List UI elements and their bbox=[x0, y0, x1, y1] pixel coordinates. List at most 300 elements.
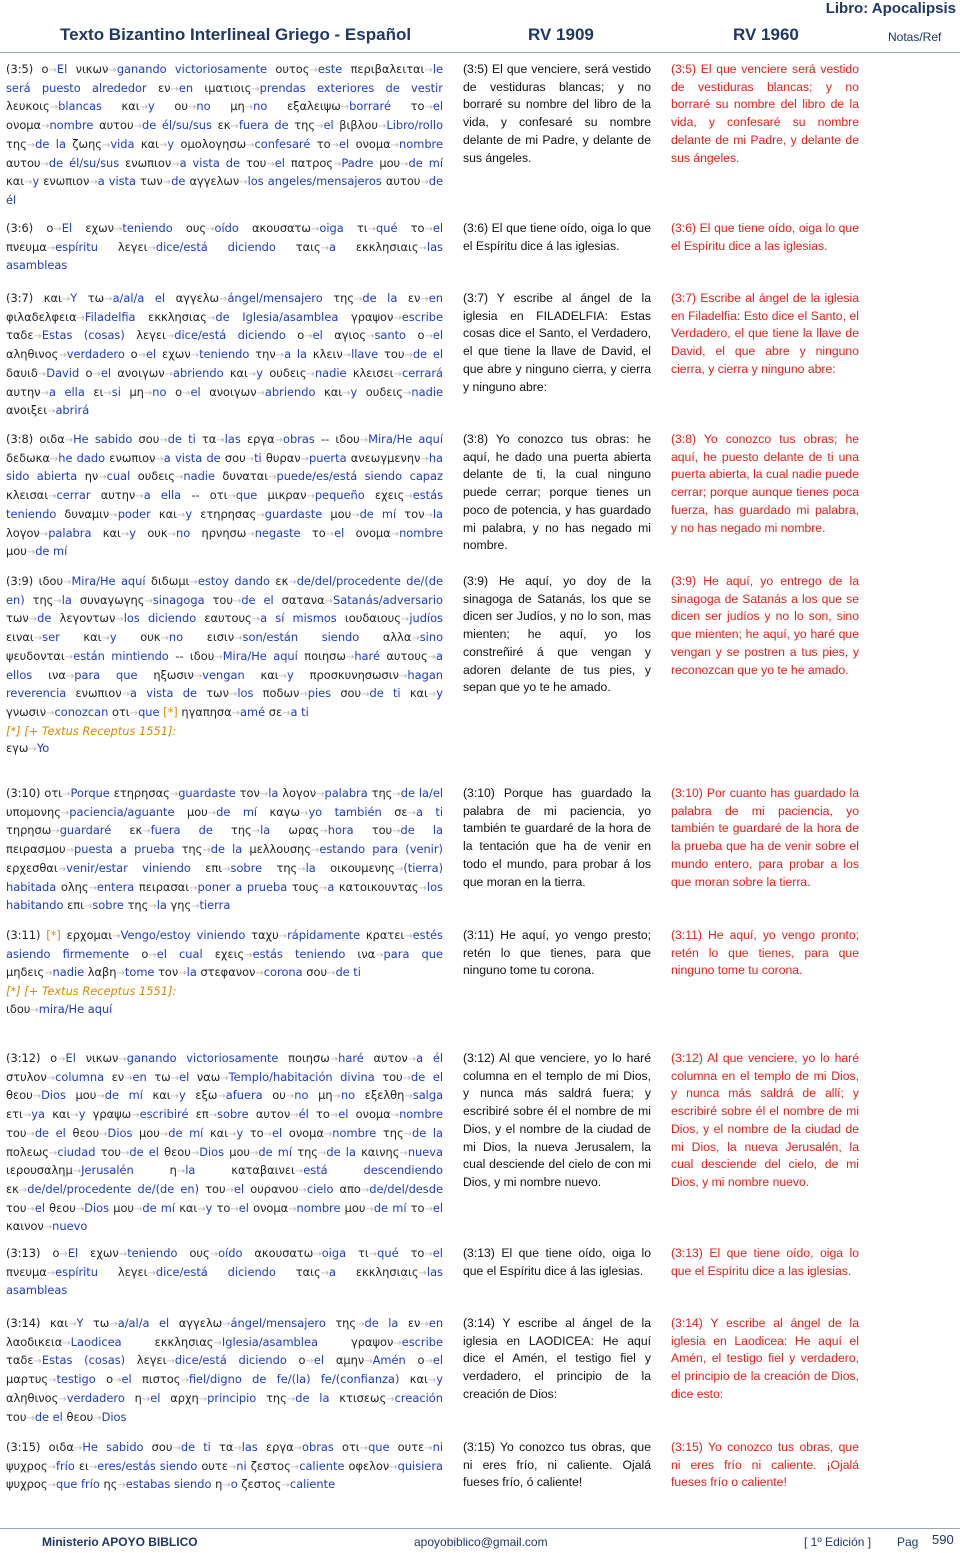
spanish-gloss: de mí bbox=[168, 1125, 204, 1140]
greek-word: αγγελων bbox=[189, 174, 240, 189]
arrow-icon: → bbox=[64, 435, 74, 446]
footer-page-label: Pag bbox=[897, 1535, 919, 1549]
word-pair bbox=[197, 1070, 375, 1084]
word-pair bbox=[6, 1088, 66, 1102]
spanish-gloss: de mí bbox=[258, 1144, 293, 1159]
word-pair bbox=[181, 137, 311, 151]
greek-word: ποιησω bbox=[304, 648, 346, 663]
spanish-gloss: las bbox=[224, 432, 241, 446]
greek-word: μου bbox=[379, 155, 401, 170]
word-pair bbox=[261, 668, 294, 682]
greek-word: εργα bbox=[246, 432, 275, 446]
greek-word: σου bbox=[340, 686, 362, 701]
arrow-icon: → bbox=[299, 689, 308, 701]
word-pair bbox=[6, 310, 136, 324]
word-pair bbox=[76, 1088, 143, 1102]
arrow-icon: → bbox=[351, 509, 360, 521]
word-pair bbox=[139, 880, 287, 894]
greek-word: ενωπιον bbox=[109, 450, 156, 465]
spanish-gloss: mira/He aquí bbox=[38, 1001, 113, 1016]
word-pair bbox=[158, 81, 193, 95]
word-pair bbox=[6, 526, 91, 540]
arrow-icon: → bbox=[108, 65, 117, 76]
greek-word: το bbox=[249, 1125, 264, 1140]
greek-word: ο bbox=[50, 1051, 58, 1065]
greek-word: καινης bbox=[361, 1144, 400, 1159]
spanish-gloss: Iglesia/asamblea bbox=[221, 1334, 318, 1349]
greek-word: ιματιοις bbox=[204, 80, 252, 95]
greek-word: ουτε bbox=[201, 1458, 228, 1473]
arrow-icon: → bbox=[198, 1393, 208, 1405]
greek-word: ουκ bbox=[140, 630, 161, 645]
greek-word: ονομα bbox=[355, 525, 391, 540]
greek-word: ψυχρος bbox=[6, 1477, 48, 1492]
arrow-icon: → bbox=[418, 882, 427, 894]
spanish-gloss: espíritu bbox=[55, 1264, 98, 1279]
footer-ministry: Ministerio APOYO BIBLICO bbox=[42, 1535, 198, 1549]
word-pair bbox=[164, 1145, 224, 1159]
word-pair bbox=[218, 118, 289, 132]
arrow-icon: → bbox=[418, 1267, 427, 1279]
spanish-gloss: Amén bbox=[372, 1353, 406, 1368]
spanish-gloss: de la bbox=[295, 1390, 330, 1405]
word-pair bbox=[6, 1126, 66, 1140]
word-pair bbox=[339, 118, 443, 132]
arrow-icon: → bbox=[403, 1128, 413, 1140]
arrow-icon: → bbox=[162, 177, 172, 189]
greek-word: λευκοις bbox=[6, 99, 50, 114]
arrow-icon: → bbox=[323, 1128, 333, 1140]
word-pair bbox=[345, 1201, 407, 1215]
arrow-icon: → bbox=[288, 1203, 297, 1215]
greek-word: γης bbox=[170, 898, 192, 913]
spanish-gloss: de el bbox=[411, 1069, 443, 1084]
arrow-icon: → bbox=[407, 1054, 417, 1065]
spanish-gloss: la bbox=[432, 506, 443, 521]
greek-word: εν bbox=[407, 1316, 421, 1330]
word-pair bbox=[191, 488, 199, 502]
greek-word: της bbox=[333, 291, 355, 305]
arrow-icon: → bbox=[133, 121, 142, 133]
word-pair bbox=[297, 328, 323, 342]
spanish-gloss: dice/está diciendo bbox=[174, 1353, 287, 1368]
greek-word: σου bbox=[224, 450, 246, 465]
word-pair bbox=[6, 1145, 95, 1159]
arrow-icon: → bbox=[48, 65, 57, 76]
spanish-gloss: el bbox=[121, 1372, 132, 1387]
arrow-icon: → bbox=[166, 1356, 175, 1368]
spanish-gloss: ganando victoriosamente bbox=[126, 1051, 279, 1065]
spanish-gloss: verdadero bbox=[66, 347, 125, 362]
word-pair bbox=[345, 611, 443, 625]
spanish-gloss: cual bbox=[106, 469, 131, 484]
arrow-icon: → bbox=[116, 968, 125, 980]
arrow-icon: → bbox=[404, 931, 413, 942]
greek-word: εργα bbox=[266, 1440, 294, 1454]
arrow-icon: → bbox=[88, 1461, 98, 1473]
greek-word: ου bbox=[174, 99, 188, 114]
word-pair bbox=[365, 1088, 443, 1102]
arrow-icon: → bbox=[158, 139, 168, 151]
spanish-gloss: confesaré bbox=[254, 136, 311, 151]
spanish-gloss: vengan bbox=[202, 667, 245, 682]
word-pair bbox=[263, 686, 331, 700]
greek-word: μου bbox=[344, 1200, 366, 1215]
spanish-gloss: Padre bbox=[341, 155, 374, 170]
spanish-gloss: no bbox=[253, 99, 268, 114]
greek-word: εν bbox=[157, 80, 171, 95]
spanish-gloss: el bbox=[432, 99, 444, 114]
spanish-gloss: de el bbox=[241, 592, 274, 607]
spanish-gloss: ni bbox=[432, 1440, 444, 1454]
spanish-gloss: yo también bbox=[308, 804, 382, 819]
arrow-icon: → bbox=[64, 651, 74, 663]
spanish-gloss: el bbox=[233, 1181, 245, 1196]
spanish-gloss: de ti bbox=[167, 432, 196, 446]
spanish-gloss: caliente bbox=[299, 1458, 345, 1473]
greek-word: οτι bbox=[209, 488, 228, 503]
arrow-icon: → bbox=[333, 158, 342, 170]
arrow-icon: → bbox=[424, 1249, 433, 1260]
spanish-gloss: Laodicea bbox=[70, 1334, 122, 1349]
spanish-gloss: y bbox=[185, 506, 193, 521]
arrow-icon: → bbox=[101, 633, 110, 645]
arrow-icon: → bbox=[93, 1412, 102, 1424]
greek-word: -- bbox=[320, 432, 330, 446]
word-pair bbox=[109, 451, 220, 465]
word-pair bbox=[292, 880, 334, 894]
arrow-icon: → bbox=[63, 577, 72, 588]
word-pair bbox=[79, 1459, 198, 1473]
greek-word: κτισεως bbox=[339, 1390, 387, 1405]
greek-word: το bbox=[410, 1200, 425, 1215]
greek-word: και bbox=[179, 1200, 198, 1215]
word-pair bbox=[6, 1372, 96, 1386]
greek-word: καγω bbox=[269, 804, 301, 819]
spanish-gloss: llave bbox=[351, 347, 379, 362]
greek-word: ο bbox=[297, 328, 305, 343]
spanish-gloss: a ti bbox=[290, 704, 309, 719]
word-pair bbox=[152, 1088, 185, 1102]
arrow-icon: → bbox=[172, 1443, 181, 1454]
greek-word: της bbox=[181, 842, 203, 857]
word-pair bbox=[240, 786, 279, 800]
arrow-icon: → bbox=[47, 406, 56, 418]
arrow-icon: → bbox=[47, 1480, 56, 1492]
verse-ref: (3:11) bbox=[6, 928, 41, 942]
greek-word: ερχομαι bbox=[66, 928, 113, 942]
arrow-icon: → bbox=[148, 949, 157, 961]
arrow-icon: → bbox=[208, 1110, 218, 1122]
word-pair bbox=[93, 1107, 189, 1121]
spanish-gloss: la bbox=[305, 860, 316, 875]
arrow-icon: → bbox=[206, 312, 216, 324]
spanish-gloss: están mintiendo bbox=[73, 648, 169, 663]
spanish-gloss: si bbox=[111, 384, 121, 399]
arrow-icon: → bbox=[330, 139, 339, 151]
greek-word: μου bbox=[186, 804, 208, 819]
arrow-icon: → bbox=[320, 1267, 330, 1279]
spanish-gloss: ya bbox=[31, 1107, 45, 1122]
word-pair bbox=[204, 81, 443, 95]
word-pair bbox=[122, 99, 155, 113]
greek-word: αληθινος bbox=[6, 347, 59, 362]
word-pair bbox=[138, 469, 215, 483]
greek-word: ο bbox=[52, 1246, 60, 1260]
arrow-icon: → bbox=[26, 1128, 35, 1140]
arrow-icon: → bbox=[57, 1054, 66, 1065]
interlinear-text bbox=[6, 290, 443, 421]
word-pair bbox=[276, 861, 315, 875]
arrow-icon: → bbox=[22, 1110, 32, 1122]
greek-word: μη bbox=[318, 1088, 333, 1103]
greek-word: εκ bbox=[275, 574, 289, 588]
arrow-icon: → bbox=[160, 633, 169, 645]
word-pair bbox=[189, 1246, 242, 1260]
greek-word: εχεις bbox=[374, 488, 405, 503]
word-pair bbox=[6, 1335, 122, 1349]
spanish-gloss: entera bbox=[96, 879, 135, 894]
greek-word: της bbox=[266, 1390, 287, 1405]
greek-word: ανοιξει bbox=[6, 403, 48, 418]
greek-word: της bbox=[297, 1144, 318, 1159]
note-marker: [*] bbox=[163, 704, 178, 719]
spanish-gloss: y bbox=[256, 365, 264, 380]
spanish-gloss: a la bbox=[284, 347, 308, 362]
word-pair bbox=[39, 432, 132, 446]
greek-word: αγγελω bbox=[175, 291, 220, 305]
spanish-gloss: estoy dando bbox=[197, 574, 270, 588]
arrow-icon: → bbox=[26, 547, 36, 559]
word-pair bbox=[6, 328, 125, 342]
greek-word: συναγωγης bbox=[79, 592, 145, 607]
greek-word: ταδε bbox=[6, 328, 34, 343]
spanish-gloss: y bbox=[436, 1372, 443, 1387]
greek-word: το bbox=[316, 136, 331, 151]
spanish-gloss: tierra bbox=[199, 898, 231, 913]
footer-page-number: 590 bbox=[932, 1532, 954, 1547]
word-pair bbox=[88, 965, 155, 979]
arrow-icon: → bbox=[399, 1147, 408, 1159]
greek-word: ονομα bbox=[288, 1125, 324, 1140]
greek-word: το bbox=[410, 1246, 425, 1260]
arrow-icon: → bbox=[104, 294, 113, 305]
spanish-gloss: Mira/He aquí bbox=[368, 432, 443, 446]
spanish-gloss: blancas bbox=[58, 99, 102, 114]
arrow-icon: → bbox=[290, 1461, 300, 1473]
arrow-icon: → bbox=[139, 102, 149, 114]
arrow-icon: → bbox=[124, 1072, 133, 1084]
greek-word: επι bbox=[67, 898, 84, 913]
spanish-gloss: nombre bbox=[296, 1200, 341, 1215]
arrow-icon: → bbox=[424, 509, 433, 521]
spanish-gloss: He sabido bbox=[73, 432, 133, 446]
spanish-gloss: este bbox=[317, 62, 343, 76]
arrow-icon: → bbox=[32, 1091, 42, 1103]
greek-word: της bbox=[127, 898, 149, 913]
greek-word: εξω bbox=[195, 1088, 218, 1103]
word-pair bbox=[379, 156, 443, 170]
greek-word: και bbox=[158, 506, 177, 521]
spanish-gloss: nombre bbox=[332, 1125, 377, 1140]
greek-word: λεγει bbox=[117, 1264, 148, 1279]
greek-word: ταχυ bbox=[251, 928, 279, 942]
spanish-gloss: El bbox=[67, 1246, 79, 1260]
spanish-gloss: fuera de bbox=[238, 118, 289, 133]
word-pair bbox=[201, 1459, 246, 1473]
word-pair bbox=[125, 156, 240, 170]
spanish-gloss: el bbox=[313, 1353, 325, 1368]
word-pair bbox=[217, 1201, 249, 1215]
greek-word: ο bbox=[85, 365, 93, 380]
arrow-icon: → bbox=[182, 387, 191, 399]
spanish-gloss: puesta a prueba bbox=[74, 842, 175, 857]
greek-word: την bbox=[255, 347, 276, 362]
arrow-icon: → bbox=[315, 121, 324, 133]
arrow-icon: → bbox=[251, 83, 260, 95]
greek-word: τω bbox=[92, 1316, 110, 1330]
arrow-icon: → bbox=[424, 102, 433, 114]
spanish-gloss: Libro/rollo bbox=[386, 118, 444, 133]
arrow-icon: → bbox=[99, 1128, 108, 1140]
arrow-icon: → bbox=[268, 472, 277, 484]
word-pair bbox=[205, 1182, 244, 1196]
arrow-icon: → bbox=[62, 789, 71, 800]
greek-word: και bbox=[229, 365, 248, 380]
spanish-gloss: está descendiendo bbox=[303, 1163, 443, 1178]
word-pair bbox=[6, 741, 49, 755]
greek-word: ακουσατω bbox=[254, 1246, 314, 1260]
spanish-gloss: escribiré bbox=[139, 1107, 189, 1122]
spanish-gloss: son/están siendo bbox=[242, 630, 360, 645]
arrow-icon: → bbox=[288, 577, 297, 588]
word-pair bbox=[207, 630, 360, 644]
spanish-gloss: teniendo bbox=[127, 1246, 178, 1260]
greek-word: η bbox=[215, 1477, 223, 1492]
greek-word: του bbox=[6, 1409, 27, 1424]
word-pair bbox=[411, 221, 443, 235]
greek-word: πιστος bbox=[141, 1372, 181, 1387]
footer-edition: [ 1º Edición ] bbox=[804, 1535, 872, 1549]
word-pair bbox=[6, 842, 174, 856]
spanish-gloss: sinagoga bbox=[152, 592, 205, 607]
arrow-icon: → bbox=[113, 1375, 122, 1387]
greek-word: των bbox=[6, 611, 29, 626]
arrow-icon: → bbox=[178, 968, 187, 980]
arrow-icon: → bbox=[310, 224, 320, 235]
arrow-icon: → bbox=[46, 242, 56, 254]
spanish-gloss: qué bbox=[377, 1246, 399, 1260]
spanish-gloss: el bbox=[146, 347, 157, 362]
greek-word: ο bbox=[417, 1353, 425, 1368]
word-pair bbox=[231, 823, 270, 837]
arrow-icon: → bbox=[251, 614, 261, 626]
rv1960-text: (3:13) El que tiene oído, oiga lo que el Espíritu dice a las iglesias. bbox=[671, 1246, 859, 1278]
spanish-gloss: santo bbox=[374, 328, 407, 343]
spanish-gloss: de mí bbox=[216, 804, 258, 819]
word-pair bbox=[404, 507, 443, 521]
arrow-icon: → bbox=[407, 807, 416, 819]
greek-word: εκκλησιας bbox=[154, 1334, 214, 1349]
arrow-icon: → bbox=[49, 102, 59, 114]
arrow-icon: → bbox=[390, 139, 400, 151]
arrow-icon: → bbox=[359, 1443, 369, 1454]
greek-word: σε bbox=[394, 804, 408, 819]
greek-word: ποδων bbox=[262, 686, 300, 701]
arrow-icon: → bbox=[65, 845, 75, 857]
word-pair bbox=[219, 1440, 258, 1454]
greek-word: αυτον bbox=[255, 1107, 291, 1122]
arrow-icon: → bbox=[231, 707, 241, 719]
greek-word: το bbox=[216, 1200, 231, 1215]
greek-word: ζωης bbox=[72, 136, 102, 151]
spanish-gloss: de ti bbox=[180, 1440, 211, 1454]
spanish-gloss: el bbox=[339, 136, 350, 151]
word-pair bbox=[6, 1391, 125, 1405]
greek-word: αυτον bbox=[373, 1051, 408, 1065]
greek-word: οτι bbox=[111, 704, 130, 719]
spanish-gloss: y bbox=[167, 136, 175, 151]
rv1909-text: (3:13) El que tiene oído, oiga lo que el Espíritu dice á las iglesias. bbox=[463, 1246, 651, 1278]
spanish-gloss: El bbox=[61, 221, 73, 235]
arrow-icon: → bbox=[361, 689, 370, 701]
arrow-icon: → bbox=[244, 949, 253, 961]
word-pair bbox=[417, 1353, 443, 1367]
rv1909-text: (3:15) Yo conozco tus obras, que ni eres frío, ni caliente. Ojalá fueses frío, ó caliente! bbox=[463, 1440, 651, 1490]
spanish-gloss: y bbox=[109, 630, 117, 645]
word-pair bbox=[202, 432, 241, 446]
greek-word: λεγει bbox=[117, 239, 148, 254]
arrow-icon: → bbox=[256, 387, 265, 399]
spanish-gloss: para que bbox=[74, 667, 138, 682]
word-pair bbox=[154, 1070, 189, 1084]
spanish-gloss: Estas (cosas) bbox=[41, 1353, 126, 1368]
arrow-icon: → bbox=[115, 614, 124, 626]
spanish-gloss: a bbox=[327, 879, 335, 894]
word-pair bbox=[252, 221, 344, 235]
greek-word: στυλον bbox=[6, 1069, 47, 1084]
spanish-gloss: prendas exteriores de vestir bbox=[259, 80, 443, 95]
rv1909-text: (3:8) Yo conozco tus obras: he aquí, he dado una puerta abierta delante de ti, la cual ninguno puede cerrar; porque tienes un poco de potencia, y has guardado mi palabra, y no has negado mi nombre. bbox=[463, 432, 651, 553]
word-pair bbox=[340, 686, 400, 700]
word-pair bbox=[147, 526, 190, 540]
arrow-icon: → bbox=[137, 350, 147, 362]
word-pair bbox=[190, 649, 298, 663]
arrow-icon: → bbox=[180, 1375, 189, 1387]
greek-word: του bbox=[100, 1144, 122, 1159]
word-pair bbox=[42, 62, 68, 76]
spanish-gloss: de él bbox=[6, 174, 444, 207]
greek-word: ναω bbox=[196, 1069, 221, 1084]
word-pair bbox=[152, 1440, 211, 1454]
greek-word: του bbox=[212, 592, 233, 607]
spanish-gloss: Dios bbox=[84, 1200, 110, 1215]
word-pair bbox=[101, 1145, 159, 1159]
word-pair bbox=[6, 611, 51, 625]
spanish-gloss: y bbox=[436, 686, 444, 701]
spanish-gloss: hagan reverencia bbox=[6, 667, 444, 701]
spanish-gloss: qué bbox=[376, 221, 398, 235]
interlinear-text bbox=[6, 220, 443, 275]
interlinear-text bbox=[6, 1439, 443, 1495]
spanish-gloss: de mí bbox=[408, 155, 443, 170]
arrow-icon: → bbox=[285, 1091, 295, 1103]
word-pair bbox=[52, 1246, 78, 1260]
word-pair bbox=[76, 686, 197, 700]
spanish-gloss: de la bbox=[210, 842, 243, 857]
spanish-gloss: nadie bbox=[52, 965, 85, 980]
spanish-gloss: Y bbox=[76, 1316, 84, 1330]
